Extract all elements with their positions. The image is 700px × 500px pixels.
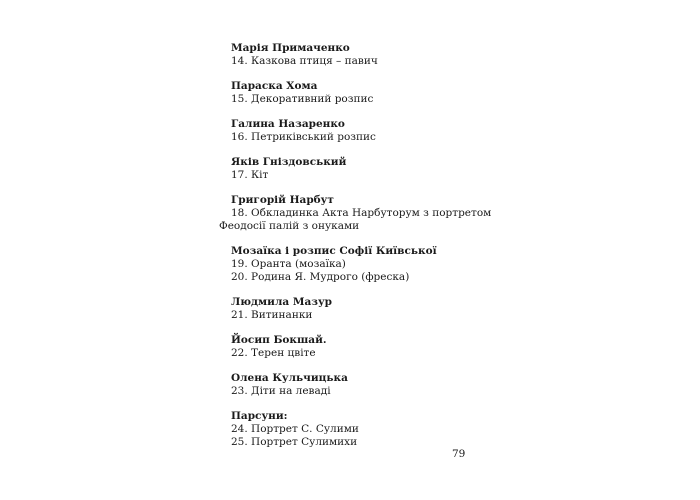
author-name: Парсуни: xyxy=(231,410,288,422)
artwork-list xyxy=(219,42,561,461)
list-entry xyxy=(231,80,561,106)
work-title: 20. Родина Я. Мудрого (фреска) xyxy=(231,271,410,283)
list-entry xyxy=(231,334,561,360)
list-entry xyxy=(219,194,561,233)
page-number: 79 xyxy=(452,448,466,460)
list-entry xyxy=(231,118,561,144)
work-title: 23. Діти на леваді xyxy=(231,385,331,397)
work-title: 22. Терен цвіте xyxy=(231,347,316,359)
author-name: Йосип Бокшай. xyxy=(231,334,327,346)
work-title: 24. Портрет С. Сулими xyxy=(231,423,359,435)
work-title: 14. Казкова птиця – павич xyxy=(231,55,378,67)
work-title: 18. Обкладинка Акта Нарбуторум з портретом xyxy=(231,207,492,219)
author-name: Людмила Мазур xyxy=(231,296,333,308)
work-title: 16. Петриківський розпис xyxy=(231,131,376,143)
work-title: 25. Портрет Сулимихи xyxy=(231,436,358,448)
list-entry xyxy=(231,156,561,182)
work-title: 15. Декоративний розпис xyxy=(231,93,374,105)
list-entry xyxy=(231,245,561,284)
work-title: 21. Витинанки xyxy=(231,309,313,321)
list-entry xyxy=(231,42,561,68)
work-title-continuation: Феодосії палій з онуками xyxy=(219,220,360,232)
author-name: Параска Хома xyxy=(231,80,318,92)
work-title: 17. Кіт xyxy=(231,169,269,181)
author-name: Яків Гніздовський xyxy=(231,156,347,168)
list-entry xyxy=(231,296,561,322)
author-name: Григорій Нарбут xyxy=(231,194,334,206)
author-name: Марія Примаченко xyxy=(231,42,350,54)
list-entry xyxy=(231,372,561,398)
author-name: Олена Кульчицька xyxy=(231,372,348,384)
work-title: 19. Оранта (мозаїка) xyxy=(231,258,346,270)
author-name: Галина Назаренко xyxy=(231,118,345,130)
list-entry xyxy=(231,410,561,449)
author-name: Мозаїка і розпис Софії Київської xyxy=(231,245,437,257)
